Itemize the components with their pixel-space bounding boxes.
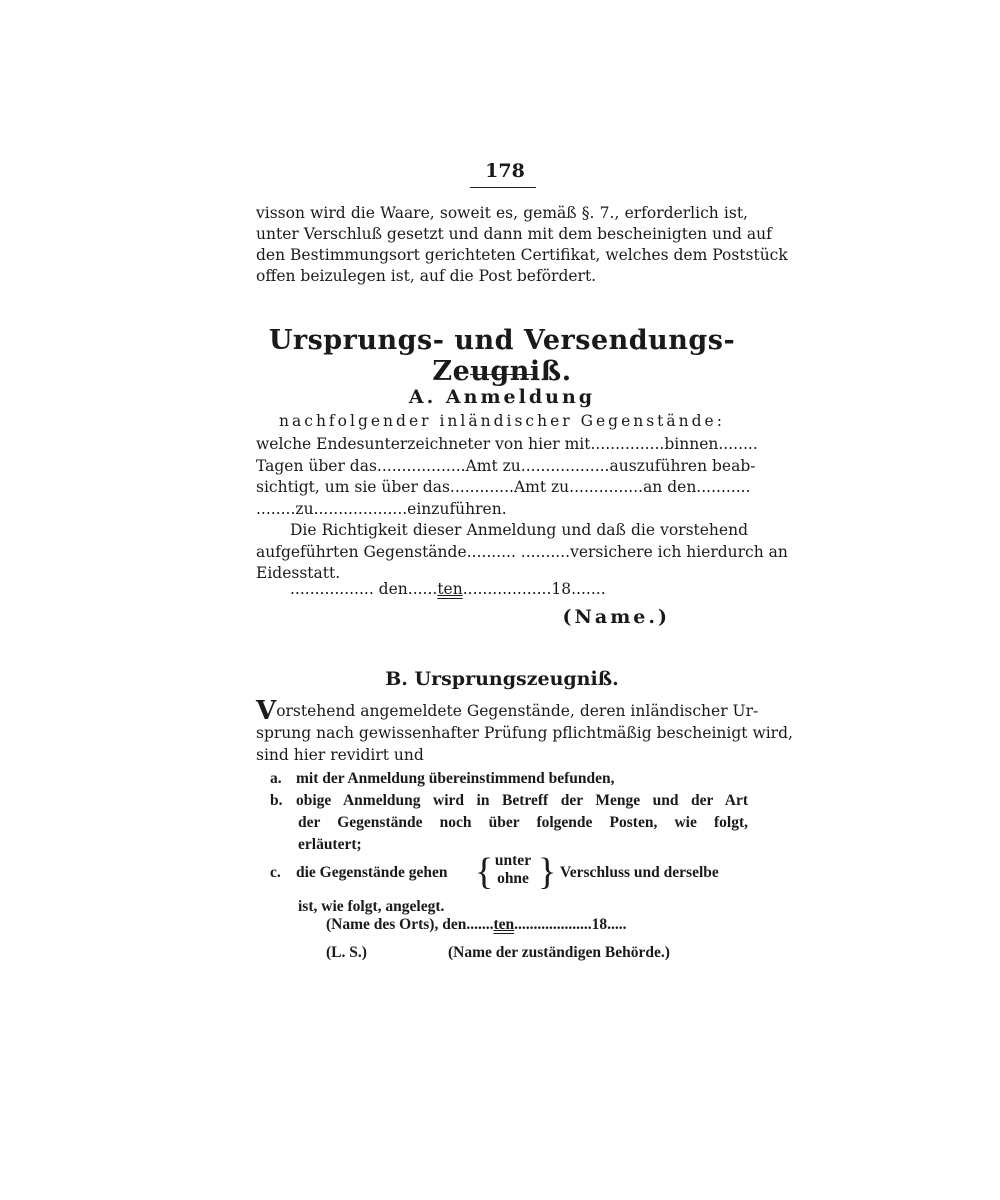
option-unter: unter — [494, 852, 532, 869]
item-mark: a. — [270, 770, 282, 787]
item-c-row — [270, 852, 748, 896]
date-suffix: ..................18....... — [462, 580, 606, 598]
main-heading: Ursprungs- und Versendungs-Zeugniß. — [268, 325, 736, 387]
signature-name: (Name.) — [562, 606, 670, 628]
date-prefix: ................. den...... — [290, 580, 438, 598]
section-b-title: B. Ursprungszeugniß. — [385, 668, 619, 690]
place-prefix: (Name des Orts), den....... — [326, 916, 494, 933]
form-line: aufgeführten Gegenstände.......... ..........versichere ich hierdurch an — [256, 542, 788, 561]
option-stack — [485, 852, 541, 888]
text-line: sind hier revidirt und — [256, 746, 424, 764]
form-line: Die Richtigkeit dieser Anmeldung und daß die vorstehend — [290, 521, 748, 539]
page-number-rule — [470, 187, 536, 188]
section-a-dateline — [290, 580, 606, 598]
item-a — [270, 768, 748, 790]
form-line: ........zu...................einzuführen. — [256, 499, 507, 518]
section-a-form — [256, 434, 788, 585]
authority-label: (Name der zuständigen Behörde.) — [448, 944, 670, 961]
heading-rule — [470, 374, 536, 375]
text-line: visson wird die Waare, soweit es, gemäß §. 7., erforderlich ist, — [256, 204, 748, 222]
item-mark: c. — [270, 864, 281, 881]
form-line: Eidesstatt. — [256, 564, 341, 582]
text-line: den Bestimmungsort gerichteten Certifikat, welches dem Poststück — [256, 246, 788, 264]
text-line — [256, 696, 759, 726]
place-dateline — [326, 916, 627, 934]
text-line: offen beizulegen ist, auf die Post befördert. — [256, 267, 597, 285]
section-a-subtitle: nachfolgender inländischer Gegenstände: — [279, 412, 725, 430]
seal-label: (L. S.) — [326, 944, 367, 961]
item-c-continuation: ist, wie folgt, angelegt. — [298, 898, 445, 915]
section-a-title: A. Anmeldung — [408, 386, 596, 408]
form-line: Tagen über das..................Amt zu..................auszuführen beab- — [256, 456, 756, 475]
item-text: mit der Anmeldung übereinstimmend befunden, — [296, 770, 615, 787]
form-line: sichtigt, um sie über das.............Amt zu...............an den........... — [256, 478, 751, 496]
item-c — [270, 852, 748, 918]
text-line-body: orstehend angemeldete Gegenstände, deren inländischer Ur- — [276, 702, 759, 720]
item-b — [270, 790, 748, 856]
item-c-prefix: die Gegenstände gehen — [296, 864, 448, 881]
place-suffix: ....................18..... — [514, 916, 627, 933]
item-line: der Gegenstände noch über folgende Posten, wie folgt, — [298, 814, 748, 831]
section-b-intro — [256, 696, 793, 766]
item-c-suffix: Verschluss und derselbe — [560, 864, 719, 881]
left-brace: { — [475, 851, 494, 893]
place-ten: ten — [493, 916, 515, 933]
text-line: sprung nach gewissenhafter Prüfung pflichtmäßig bescheinigt wird, — [256, 724, 793, 742]
right-brace: } — [538, 851, 557, 893]
form-line: welche Endesunterzeichneter von hier mit...............binnen........ — [256, 435, 758, 453]
item-mark: b. — [270, 792, 283, 809]
item-line — [270, 790, 748, 812]
intro-paragraph — [256, 203, 788, 287]
text-line: unter Verschluß gesetzt und dann mit dem bescheinigten und auf — [256, 225, 772, 243]
dropcap: V — [256, 696, 277, 726]
date-ten: ten — [437, 580, 463, 598]
page-number: 178 — [485, 160, 525, 182]
item-line: erläutert; — [298, 836, 362, 853]
item-text: obige Anmeldung wird in Betreff der Menge und der Art — [296, 792, 748, 809]
option-ohne: ohne — [497, 870, 529, 887]
